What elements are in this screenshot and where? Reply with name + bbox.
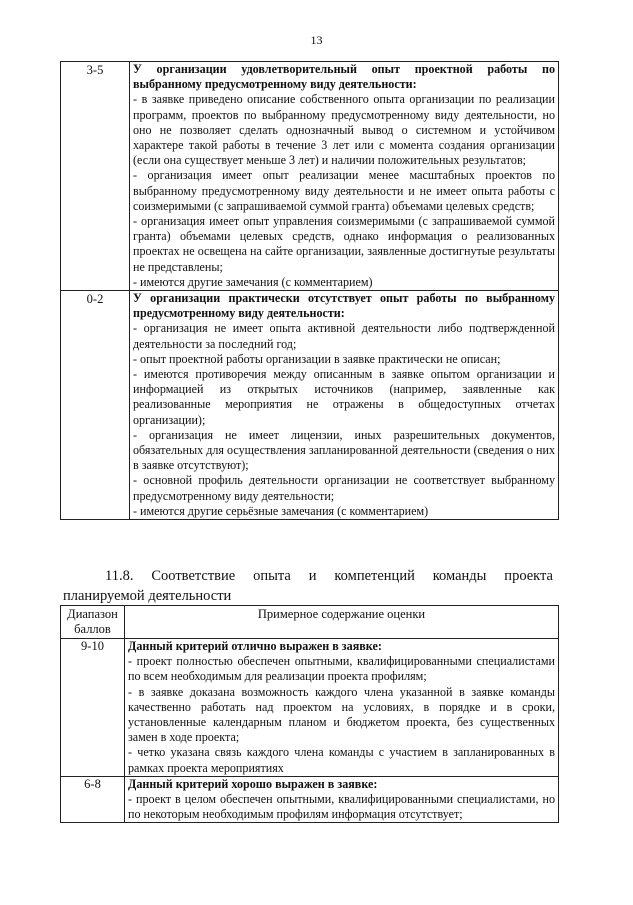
column-header-score: Диапазон баллов [61, 606, 125, 639]
criterion-item: - опыт проектной работы организации в заявке практически не описан; [133, 351, 501, 366]
score-description [130, 291, 559, 520]
table-row [61, 62, 559, 291]
score-description [125, 639, 559, 777]
section-title [63, 566, 553, 606]
criterion-heading: У организации практически отсутствует опыт работы по выбранному предусмотренному виду деятельности: [133, 291, 555, 321]
score-description [125, 776, 559, 823]
page-number: 13 [310, 33, 323, 47]
criteria-table-experience [60, 61, 559, 520]
criterion-item: - организация имеет опыт реализации менее масштабных проектов по выбранному предусмотренному виду деятельности и не имеет опыта работы с соизмеримыми (с запрашиваемой суммой гранта) объемами целевых средств; [133, 168, 555, 213]
table-row [61, 639, 559, 777]
criterion-heading: У организации удовлетворительный опыт проектной работы по выбранному предусмотренному виду деятельности: [133, 62, 555, 92]
criterion-item: - организация имеет опыт управления соизмеримыми (с запрашиваемой суммой гранта) объемами целевых средств, однако информация о реализованных проектах не освещена на сайте организации, заявленные достигнутые результаты не представлены; [133, 214, 555, 274]
criterion-item: - имеются другие серьёзные замечания (с комментарием) [133, 503, 429, 518]
score-description [130, 62, 559, 291]
criterion-item: - четко указана связь каждого члена команды с участием в запланированных в рамках проекта мероприятиях [128, 745, 555, 775]
criterion-item: - проект в целом обеспечен опытными, квалифицированными специалистами, но по некоторым необходимым профилям информация отсутствует; [128, 792, 555, 822]
score-range: 3-5 [61, 62, 130, 291]
criterion-item: - организация не имеет лицензии, иных разрешительных документов, обязательных для осуществления запланированной деятельности (сведения о них в заявке отсутствуют); [133, 427, 555, 473]
criterion-item: - имеются другие замечания (с комментарием) [133, 274, 373, 289]
section-title-line: 11.8. Соответствие опыта и компетенций команды проекта [105, 568, 553, 584]
criterion-item: - основной профиль деятельности организации не соответствует выбранному предусмотренному виду деятельности; [133, 473, 555, 503]
criterion-item: - в заявке приведено описание собственного опыта организации по реализации программ, проектов по выбранному предусмотренному виду деятельности, но оно не позволяет сделать однозначный вывод о системном и устойчивом характере такой работы в течение 3 лет или с момента создания организации (если она существует меньше 3 лет) и наличии положительных результатов; [133, 92, 555, 168]
score-range: 9-10 [61, 639, 125, 777]
criteria-table-team [60, 605, 559, 823]
criterion-item: - организация не имеет опыта активной деятельности либо подтвержденной деятельности за последний год; [133, 321, 555, 351]
column-header-description: Примерное содержание оценки [125, 606, 559, 639]
table-header-row [61, 606, 559, 639]
criterion-item: - имеются противоречия между описанным в заявке опытом организации и информацией из открытых источников (например, заявленные как реализованные мероприятия не отражены в общедоступных отчетах организации); [133, 367, 555, 427]
criterion-heading: Данный критерий хорошо выражен в заявке: [128, 776, 378, 791]
table-row [61, 776, 559, 823]
score-range: 6-8 [61, 776, 125, 823]
score-range: 0-2 [61, 291, 130, 520]
criterion-heading: Данный критерий отлично выражен в заявке: [128, 639, 382, 653]
criterion-item: - в заявке доказана возможность каждого члена указанной в заявке команды качественно работать над проектом на условиях, в порядке и в сроки, установленные календарным планом и бюджетом проекта, без существенных замен в ходе проекта; [128, 684, 555, 745]
table-row [61, 291, 559, 520]
section-title-line: планируемой деятельности [63, 588, 232, 604]
criterion-item: - проект полностью обеспечен опытными, квалифицированными специалистами по всем необходимым для реализации проекта профилям; [128, 654, 555, 684]
